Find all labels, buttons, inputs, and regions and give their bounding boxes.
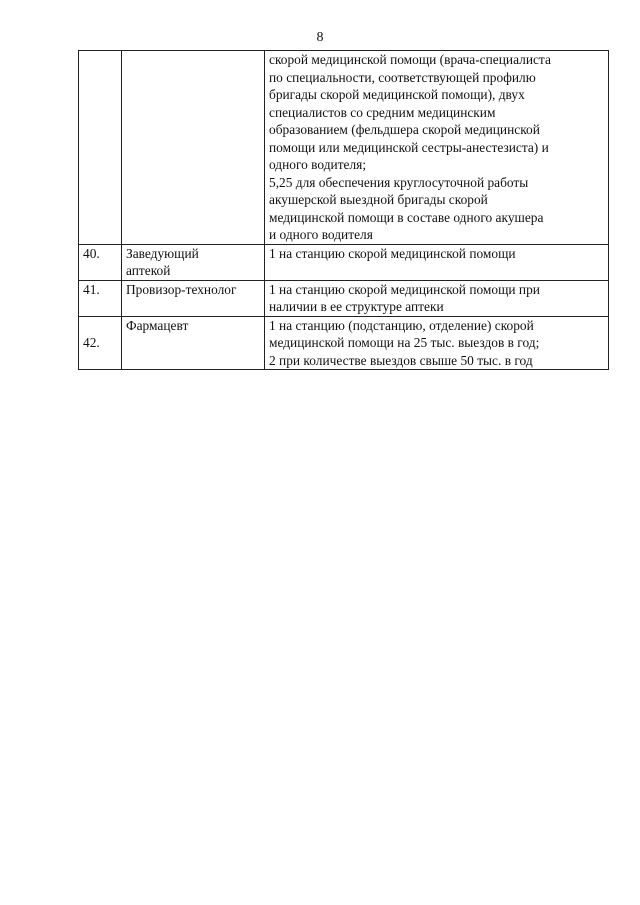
position-cell: [122, 316, 265, 370]
row-number-cell: 42.: [79, 316, 122, 370]
position-line: Фармацевт: [126, 317, 189, 333]
position-line: Заведующий: [126, 245, 199, 261]
norm-cell: [265, 280, 609, 316]
page-number: 8: [316, 30, 324, 45]
norm-line: помощи или медицинской сестры-анестезиста) и: [269, 139, 549, 155]
table-row: [79, 280, 609, 316]
norm-line: 1 на станцию (подстанцию, отделение) скорой: [269, 317, 534, 333]
staffing-norms-table: [78, 50, 609, 370]
position-line: Провизор-технолог: [126, 281, 237, 297]
norm-line: бригады скорой медицинской помощи), двух: [269, 87, 525, 102]
norm-line: скорой медицинской помощи (врача-специалиста: [269, 52, 551, 67]
norm-line: и одного водителя: [269, 227, 373, 242]
norm-line: 1 на станцию скорой медицинской помощи: [269, 245, 516, 261]
norm-line: медицинской помощи на 25 тыс. выездов в год;: [269, 335, 540, 350]
position-cell: [122, 244, 265, 280]
norm-line: по специальности, соответствующей профилю: [269, 69, 536, 85]
norm-cell: [265, 316, 609, 370]
table-row: [79, 244, 609, 280]
norm-line: акушерской выездной бригады скорой: [269, 192, 488, 207]
norm-line: 2 при количестве выездов свыше 50 тыс. в год: [269, 352, 533, 368]
norm-cell: [265, 51, 609, 245]
norm-line: специалистов со средним медицинским: [269, 104, 496, 120]
norm-line: 1 на станцию скорой медицинской помощи при: [269, 281, 540, 297]
norm-cell: [265, 244, 609, 280]
norm-line: медицинской помощи в составе одного акушера: [269, 209, 544, 225]
row-number-cell: [79, 51, 122, 245]
table-row: [79, 316, 609, 370]
norm-line: одного водителя;: [269, 157, 367, 172]
row-number-cell: 40.: [79, 244, 122, 280]
position-line: аптекой: [126, 263, 171, 278]
position-cell: [122, 51, 265, 245]
norm-line: образованием (фельдшера скорой медицинской: [269, 122, 540, 137]
table-row: [79, 51, 609, 245]
norm-line: 5,25 для обеспечения круглосуточной работы: [269, 174, 529, 190]
position-cell: [122, 280, 265, 316]
row-number-cell: 41.: [79, 280, 122, 316]
norm-line: наличии в ее структуре аптеки: [269, 299, 444, 314]
